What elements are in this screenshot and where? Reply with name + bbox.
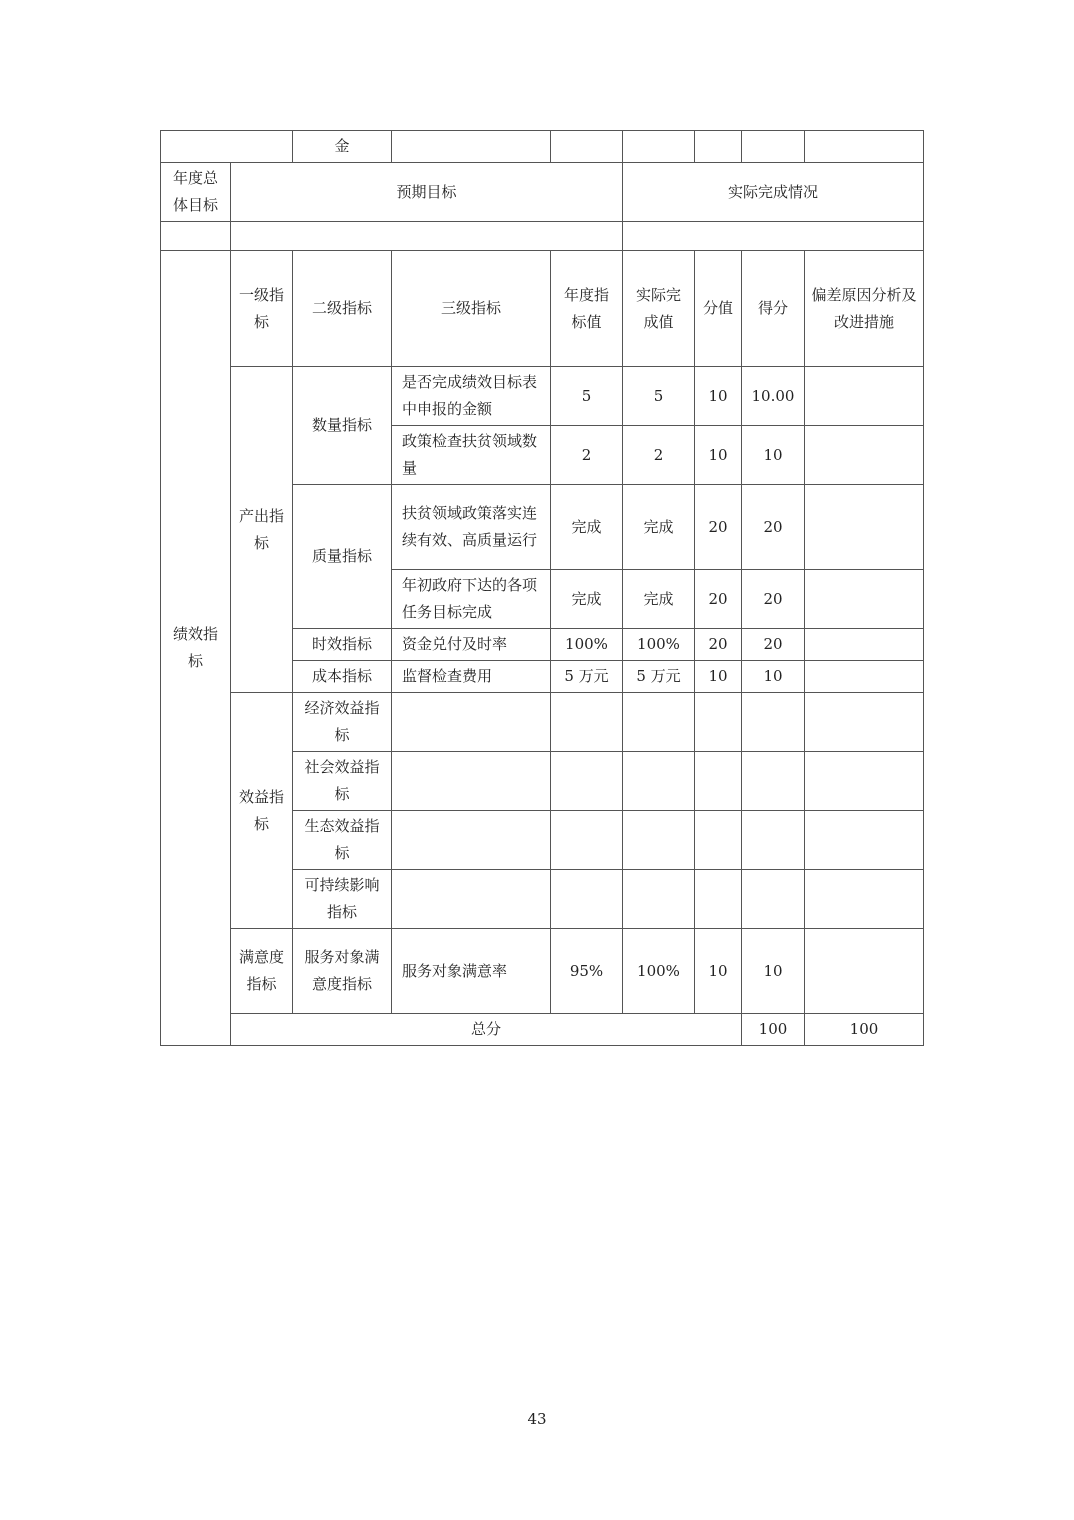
benefit-indicator-group: 效益指标 [231,693,293,929]
score-cell: 20 [742,570,805,629]
note-cell [805,485,924,570]
empty-cell [551,131,623,163]
table-row [161,929,924,1014]
score-cell [742,752,805,811]
weight-cell: 10 [695,426,742,485]
score-cell: 10.00 [742,367,805,426]
actual-value-cell: 完成 [623,485,695,570]
weight-cell: 20 [695,629,742,661]
level3-cell [392,811,551,870]
score-cell: 20 [742,485,805,570]
annual-value-cell: 5 [551,367,623,426]
performance-table [160,130,924,1046]
weight-cell [695,752,742,811]
empty-cell [805,131,924,163]
level2-cell: 质量指标 [293,485,392,629]
empty-cell [742,131,805,163]
goal-value-row [161,222,924,251]
expected-goal-value [231,222,623,251]
annual-value-header: 年度指标值 [551,251,623,367]
level2-cell: 服务对象满意度指标 [293,929,392,1014]
weight-cell [695,693,742,752]
empty-cell [161,222,231,251]
score-cell: 10 [742,661,805,693]
output-indicator-group: 产出指标 [231,367,293,693]
annual-value-cell [551,870,623,929]
page-number: 43 [527,1410,547,1428]
note-cell [805,570,924,629]
empty-cell [392,131,551,163]
level3-cell: 是否完成绩效目标表中申报的金额 [392,367,551,426]
actual-value-cell: 完成 [623,570,695,629]
note-cell [805,367,924,426]
level3-cell [392,693,551,752]
score-cell: 10 [742,426,805,485]
score-cell: 10 [742,929,805,1014]
weight-cell: 20 [695,570,742,629]
actual-value-cell: 100% [623,929,695,1014]
performance-indicator-label: 绩效指标 [161,251,231,1046]
total-row [161,1014,924,1046]
note-cell [805,752,924,811]
level2-cell: 可持续影响指标 [293,870,392,929]
actual-completion-header: 实际完成情况 [623,163,924,222]
continuation-cell: 金 [293,131,392,163]
note-cell [805,629,924,661]
actual-value-cell: 100% [623,629,695,661]
annual-value-cell: 完成 [551,570,623,629]
level2-header: 二级指标 [293,251,392,367]
continuation-row [161,131,924,163]
actual-value-cell [623,693,695,752]
score-cell [742,693,805,752]
empty-cell [161,131,293,163]
level2-cell: 时效指标 [293,629,392,661]
satisfaction-indicator-group: 满意度指标 [231,929,293,1014]
actual-value-cell [623,752,695,811]
level3-cell: 资金兑付及时率 [392,629,551,661]
actual-value-cell [623,870,695,929]
weight-cell: 20 [695,485,742,570]
score-cell [742,870,805,929]
level2-cell: 数量指标 [293,367,392,485]
annual-value-cell [551,693,623,752]
level3-cell [392,870,551,929]
annual-goal-label: 年度总体目标 [161,163,231,222]
score-header: 得分 [742,251,805,367]
note-cell [805,693,924,752]
level3-cell: 扶贫领域政策落实连续有效、高质量运行 [392,485,551,570]
table-row [161,367,924,426]
actual-value-cell: 5 [623,367,695,426]
level3-header: 三级指标 [392,251,551,367]
deviation-header: 偏差原因分析及改进措施 [805,251,924,367]
level3-cell: 政策检查扶贫领域数量 [392,426,551,485]
actual-completion-value [623,222,924,251]
weight-cell: 10 [695,929,742,1014]
note-cell [805,661,924,693]
annual-value-cell: 5 万元 [551,661,623,693]
total-weight: 100 [742,1014,805,1046]
weight-cell [695,870,742,929]
actual-value-cell [623,811,695,870]
annual-value-cell [551,752,623,811]
level1-header: 一级指标 [231,251,293,367]
weight-cell [695,811,742,870]
level2-cell: 社会效益指标 [293,752,392,811]
annual-value-cell: 100% [551,629,623,661]
annual-value-cell: 2 [551,426,623,485]
level3-cell: 服务对象满意率 [392,929,551,1014]
empty-cell [623,131,695,163]
indicator-header-row [161,251,924,367]
expected-goal-header: 预期目标 [231,163,623,222]
level3-cell: 监督检查费用 [392,661,551,693]
score-cell [742,811,805,870]
score-weight-header: 分值 [695,251,742,367]
actual-value-cell: 5 万元 [623,661,695,693]
level2-cell: 生态效益指标 [293,811,392,870]
annual-value-cell [551,811,623,870]
total-score: 100 [805,1014,924,1046]
actual-value-header: 实际完成值 [623,251,695,367]
level3-cell [392,752,551,811]
table-row [161,693,924,752]
score-cell: 20 [742,629,805,661]
note-cell [805,929,924,1014]
note-cell [805,426,924,485]
empty-cell [695,131,742,163]
level3-cell: 年初政府下达的各项任务目标完成 [392,570,551,629]
annual-value-cell: 完成 [551,485,623,570]
level2-cell: 经济效益指标 [293,693,392,752]
total-label: 总分 [231,1014,742,1046]
goal-header-row [161,163,924,222]
note-cell [805,870,924,929]
weight-cell: 10 [695,661,742,693]
note-cell [805,811,924,870]
annual-value-cell: 95% [551,929,623,1014]
weight-cell: 10 [695,367,742,426]
level2-cell: 成本指标 [293,661,392,693]
actual-value-cell: 2 [623,426,695,485]
